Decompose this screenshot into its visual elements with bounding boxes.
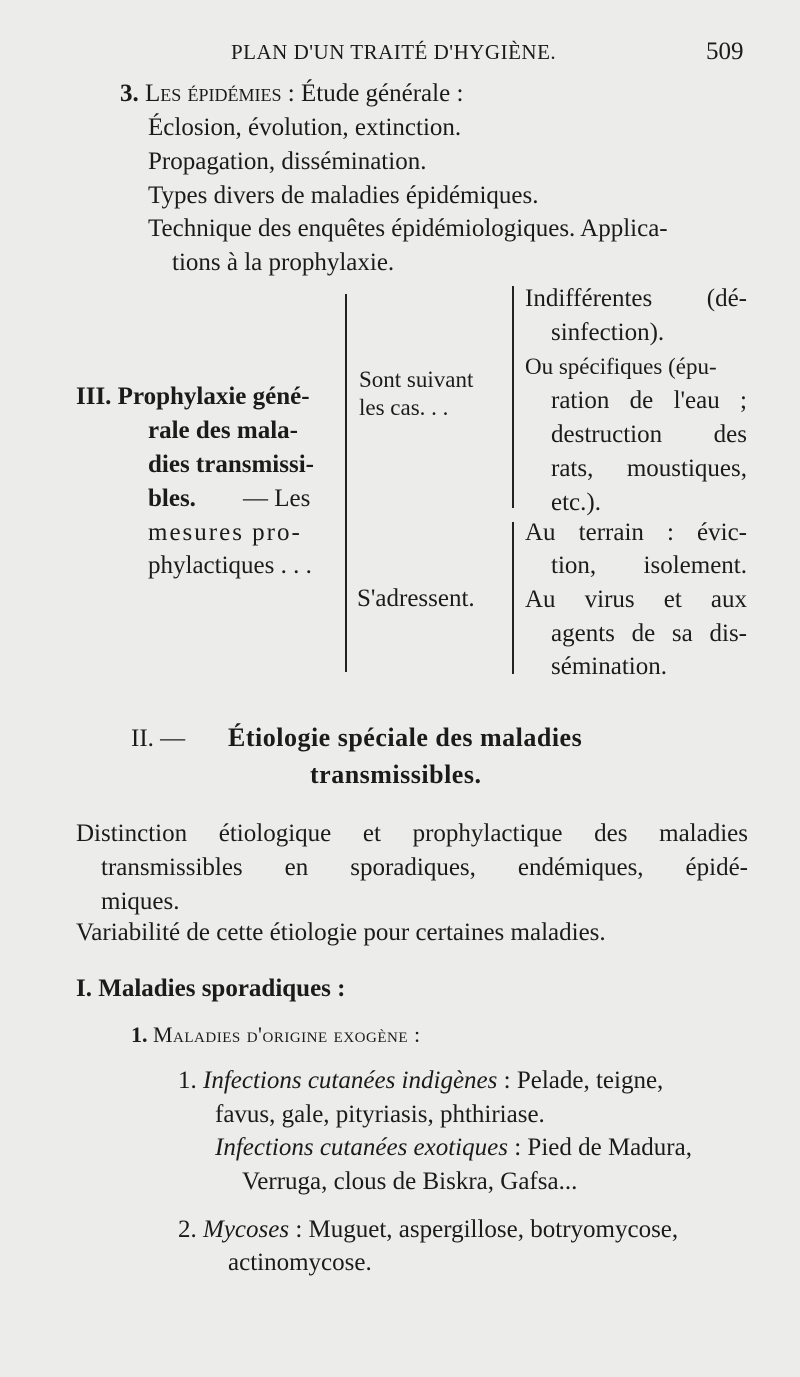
item2-line1 xyxy=(178,1213,678,1247)
sporadiques-heading: I. Maladies sporadiques : xyxy=(76,975,346,1002)
item1b-italic: Infections cutanées exotiques xyxy=(215,1134,508,1161)
mid-term-1-line: Sont suivant xyxy=(359,367,474,392)
item1b-rest: : Pied de Madura, xyxy=(507,1134,692,1161)
item1-number: 1. xyxy=(178,1067,197,1094)
epidemies-line: Éclosion, évolution, extinction. xyxy=(148,114,462,141)
right1-line: ration de l'eau ; xyxy=(551,387,747,414)
right2-line: sémination. xyxy=(551,653,667,680)
prophylaxie-left-dash: — Les xyxy=(243,485,311,512)
section-title-line1: Étiologie spéciale des maladies xyxy=(228,723,583,752)
right1-line: sinfection). xyxy=(551,319,665,346)
right1-line: etc.). xyxy=(551,489,601,516)
right1-line: destruction des xyxy=(551,421,747,448)
right2-line: agents de sa dis- xyxy=(551,620,747,647)
sporadiques-subheading xyxy=(131,1022,421,1048)
epidemies-title-rest: : Étude générale : xyxy=(281,80,464,107)
inner-brace-1 xyxy=(512,286,514,508)
prophylaxie-left-line: rale des mala- xyxy=(148,417,298,444)
sub-number: 1. xyxy=(131,1022,148,1047)
item1-line2: favus, gale, pityriasis, phthiriase. xyxy=(215,1101,545,1128)
item1-line1 xyxy=(178,1064,663,1098)
epidemies-line: Propagation, dissémination. xyxy=(148,148,427,175)
section-title-line2: transmissibles. xyxy=(310,760,482,789)
intro-line: miques. xyxy=(101,888,180,915)
sub-heading-text: Maladies d'origine exogène : xyxy=(153,1022,421,1047)
prophylaxie-left-line: mesures pro- xyxy=(148,519,302,546)
page-number: 509 xyxy=(706,38,744,65)
epidemies-heading xyxy=(120,77,463,111)
item1-rest: : Pelade, teigne, xyxy=(497,1067,664,1094)
epidemies-number: 3. xyxy=(120,80,139,107)
item2-number: 2. xyxy=(178,1216,197,1243)
epidemies-line: Types divers de maladies épidémiques. xyxy=(148,182,539,209)
section-numeral: II. — xyxy=(131,725,186,752)
intro-line: Variabilité de cette étiologie pour certaines maladies. xyxy=(76,919,606,946)
intro-line: Distinction étiologique et prophylactique des maladies xyxy=(76,820,748,847)
right1-line: Ou spécifiques (épu- xyxy=(525,354,717,379)
right2-line: tion, isolement. xyxy=(551,552,747,579)
inner-brace-2 xyxy=(512,522,514,674)
item2-rest: : Muguet, aspergillose, botryomycose, xyxy=(289,1216,679,1243)
prophylaxie-left-line: III. Prophylaxie géné- xyxy=(76,383,310,410)
prophylaxie-left-line: phylactiques . . . xyxy=(148,552,312,579)
epidemies-line: Technique des enquêtes épidémiologiques. Applica- xyxy=(148,215,668,242)
right1-line: rats, moustiques, xyxy=(551,455,747,482)
item1b-line1 xyxy=(215,1131,692,1165)
running-header-title: PLAN D'UN TRAITÉ D'HYGIÈNE. xyxy=(231,40,557,64)
item1-italic: Infections cutanées indigènes xyxy=(203,1067,498,1094)
intro-line: transmissibles en sporadiques, endémiques, épidé- xyxy=(101,854,748,881)
item1b-line2: Verruga, clous de Biskra, Gafsa... xyxy=(242,1168,578,1195)
prophylaxie-left-line: bles. xyxy=(148,485,196,512)
mid-term-2: S'adressent. xyxy=(357,585,475,612)
right2-line: Au terrain : évic- xyxy=(525,519,747,546)
mid-term-1-line: les cas. . . xyxy=(359,395,449,420)
prophylaxie-left-line: dies transmissi- xyxy=(148,451,314,478)
epidemies-title: Les épidémies xyxy=(145,80,282,107)
outer-brace xyxy=(345,294,347,672)
right2-line: Au virus et aux xyxy=(525,586,747,613)
item2-line2: actinomycose. xyxy=(228,1249,372,1276)
epidemies-line: tions à la prophylaxie. xyxy=(172,249,395,276)
right1-line: Indifférentes (dé- xyxy=(525,285,747,312)
item2-italic: Mycoses xyxy=(203,1216,290,1243)
